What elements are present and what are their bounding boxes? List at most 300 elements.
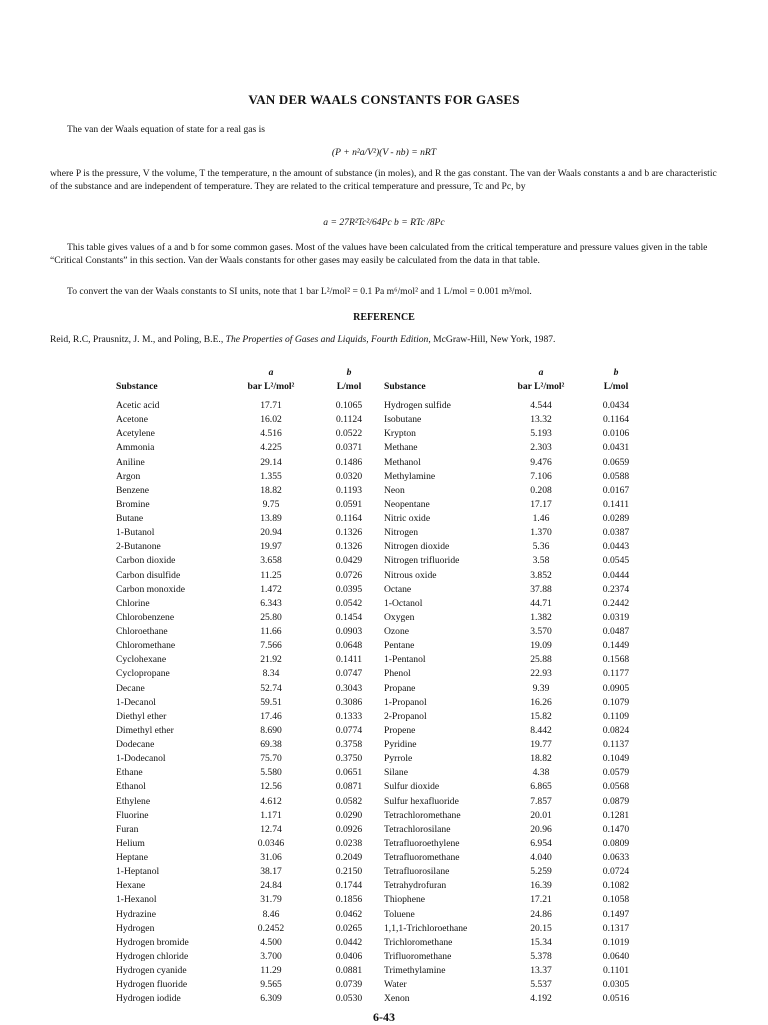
table-row [116, 597, 380, 611]
table-row [116, 667, 380, 681]
substance-name: Hydrogen chloride [116, 950, 189, 962]
b-value: 0.0651 [335, 767, 363, 779]
a-value: 4.516 [260, 428, 282, 440]
b-value: 0.0926 [335, 823, 363, 835]
a-value: 5.378 [530, 950, 552, 962]
table-row [116, 809, 380, 823]
si-conversion-note: To convert the van der Waals constants to SI units, note that 1 bar L²/mol² = 0.1 Pa m⁶/mol² and 1 L/mol = 0.001 m³/mol. [67, 286, 532, 297]
a-value: 6.309 [260, 993, 282, 1005]
a-value: 15.34 [530, 936, 552, 948]
b-value: 0.0648 [335, 640, 363, 652]
table-row [116, 964, 380, 978]
b-value: 0.0879 [602, 795, 630, 807]
a-value: 19.09 [530, 640, 552, 652]
a-value: 69.38 [260, 739, 282, 750]
a-value: 19.77 [530, 739, 552, 750]
substance-name: Butane [116, 513, 144, 524]
a-value: 3.58 [532, 555, 550, 567]
b-value: 0.0462 [335, 908, 363, 920]
table-row [384, 413, 646, 427]
b-value: 0.1411 [602, 498, 630, 510]
b-value: 0.0568 [602, 781, 630, 793]
table-row [116, 780, 380, 794]
substance-name: Phenol [384, 668, 411, 680]
a-value: 3.658 [260, 555, 282, 567]
a-value: 9.565 [260, 979, 282, 991]
a-value: 9.476 [530, 456, 552, 468]
a-value: 4.040 [530, 852, 552, 863]
a-value: 0.0346 [257, 837, 285, 849]
a-value: 44.71 [530, 597, 552, 609]
substance-name: Tetrahydrofuran [384, 880, 447, 892]
table-row [384, 766, 646, 780]
equation-of-state: (P + n²a/V²)(V - nb) = nRT [331, 147, 437, 158]
table-row [116, 879, 380, 893]
table-row [116, 837, 380, 851]
table-row [116, 696, 380, 710]
a-value: 11.29 [260, 965, 282, 976]
b-value: 0.0633 [602, 852, 630, 863]
substance-name: Benzene [116, 484, 150, 496]
a-value: 4.38 [532, 767, 550, 779]
a-value: 4.225 [260, 442, 282, 454]
substance-name: 1-Butanol [116, 527, 155, 539]
substance-name: 1-Octanol [384, 597, 423, 609]
b-value: 0.0487 [602, 626, 630, 637]
a-value: 6.954 [530, 837, 552, 849]
a-value: 8.690 [260, 724, 282, 736]
substance-name: Water [384, 979, 407, 991]
table-row [384, 978, 646, 992]
a-value: 4.544 [530, 400, 552, 411]
b-value: 0.0739 [335, 979, 363, 991]
a-value: 25.80 [260, 611, 282, 623]
table-row [116, 625, 380, 639]
a-value: 4.192 [530, 993, 552, 1005]
a-value: 2.303 [530, 442, 552, 454]
a-value: 5.259 [530, 866, 552, 878]
substance-name: Propane [384, 682, 416, 694]
substance-name: Chlorobenzene [116, 611, 175, 623]
b-value: 0.0444 [602, 569, 630, 581]
b-value: 0.1019 [602, 936, 630, 948]
substance-name: Nitrogen trifluoride [384, 555, 460, 567]
substance-name: Ethane [116, 767, 143, 779]
b-value: 0.0265 [335, 922, 363, 934]
table-row [116, 413, 380, 427]
a-value: 25.88 [530, 654, 552, 666]
substance-name: Trifluoromethane [384, 950, 452, 962]
table-row [384, 498, 646, 512]
a-value: 24.84 [260, 880, 282, 892]
a-value: 9.75 [262, 498, 280, 510]
page-number: 6-43 [373, 1010, 395, 1024]
substance-name: Neopentane [384, 498, 430, 510]
substance-name: Nitrogen dioxide [384, 541, 450, 553]
a-value: 0.208 [530, 484, 552, 496]
table-row [384, 456, 646, 470]
b-value: 0.2049 [335, 852, 363, 863]
table-row [384, 950, 646, 964]
b-value: 0.0659 [602, 456, 630, 468]
page-title: VAN DER WAALS CONSTANTS FOR GASES [248, 92, 520, 107]
b-value: 0.1065 [335, 400, 363, 411]
substance-name: 1-Pentanol [384, 654, 426, 666]
substance-name: Thiophene [384, 894, 426, 906]
substance-name: 1-Dodecanol [116, 753, 166, 765]
substance-name: Pyridine [384, 739, 417, 750]
table-row [384, 569, 646, 583]
table-row [116, 569, 380, 583]
substance-name: Carbon disulfide [116, 569, 181, 581]
a-value: 1.171 [260, 809, 282, 821]
a-value: 3.570 [530, 626, 552, 637]
b-value: 0.0289 [602, 513, 630, 524]
substance-name: Tetrachlorosilane [384, 823, 451, 835]
b-value: 0.2442 [602, 597, 630, 609]
a-value: 16.02 [260, 414, 282, 426]
substance-name: Nitrous oxide [384, 569, 437, 581]
table-row [384, 823, 646, 837]
b-value: 0.0724 [602, 866, 630, 878]
table-row [116, 865, 380, 879]
b-value: 0.0387 [602, 527, 630, 539]
substance-name: Tetrachloromethane [384, 809, 461, 821]
substance-name: Hydrogen fluoride [116, 979, 188, 991]
header-a-symbol: a [538, 367, 544, 378]
b-value: 0.0442 [335, 936, 363, 948]
substance-name: Propene [384, 724, 416, 736]
constants-table-right [384, 366, 646, 1006]
a-value: 7.566 [260, 640, 282, 652]
b-value: 0.1164 [602, 414, 630, 426]
table-row [116, 540, 380, 554]
substance-name: 1-Hexanol [116, 894, 157, 906]
b-value: 0.3750 [335, 753, 363, 765]
substance-name: Bromine [116, 498, 150, 510]
table-row [384, 540, 646, 554]
substance-name: Argon [116, 470, 141, 482]
table-row [384, 470, 646, 484]
a-value: 7.857 [530, 795, 552, 807]
table-row [384, 696, 646, 710]
b-value: 0.0747 [335, 668, 363, 680]
header-a-symbol: a [268, 367, 274, 378]
b-value: 0.0809 [602, 837, 630, 849]
b-value: 0.1124 [335, 414, 363, 426]
substance-name: Nitric oxide [384, 513, 431, 524]
a-value: 7.106 [530, 470, 552, 482]
table-description-paragraph: This table gives values of a and b for some common gases. Most of the values have been calculated from the critical temperature and pressure values given in the table “Critical Constants” in this section. Van der Waals constants for other gases may easily be calculated from the data in that table. [50, 242, 708, 266]
b-value: 0.1333 [335, 710, 363, 722]
a-value: 18.82 [530, 753, 552, 765]
substance-name: Carbon monoxide [116, 583, 186, 595]
substance-name: Oxygen [384, 611, 415, 623]
substance-name: Hexane [116, 880, 146, 892]
b-value: 0.2374 [602, 583, 630, 595]
table-row [384, 851, 646, 865]
table-row [384, 780, 646, 794]
b-value: 0.1049 [602, 753, 630, 765]
table-row [384, 583, 646, 597]
substance-name: 1-Decanol [116, 696, 156, 708]
substance-name: Krypton [384, 428, 416, 440]
table-row [116, 470, 380, 484]
b-value: 0.0530 [335, 993, 363, 1005]
substance-name: Hydrogen iodide [116, 993, 181, 1005]
table-row [384, 893, 646, 907]
table-row [384, 752, 646, 766]
table-row [384, 724, 646, 738]
table-row [384, 484, 646, 498]
table-row [384, 908, 646, 922]
substance-name: Acetic acid [116, 400, 160, 411]
a-value: 75.70 [260, 753, 282, 765]
reference-title: The Properties of Gases and Liquids, Fourth Edition [225, 334, 429, 345]
substance-name: Cyclopropane [116, 668, 170, 680]
b-value: 0.0545 [602, 555, 630, 567]
substance-name: Hydrogen cyanide [116, 965, 187, 976]
b-value: 0.0824 [602, 724, 630, 736]
substance-name: Sulfur hexafluoride [384, 795, 459, 807]
substance-name: Hydrogen [116, 922, 155, 934]
table-row [116, 992, 380, 1006]
b-value: 0.0305 [602, 979, 630, 991]
table-row [116, 639, 380, 653]
table-row [116, 498, 380, 512]
substance-name: Nitrogen [384, 527, 419, 539]
table-row [384, 653, 646, 667]
b-value: 0.1079 [602, 696, 630, 708]
table-row [384, 795, 646, 809]
a-value: 20.15 [530, 922, 552, 934]
b-value: 0.0319 [602, 611, 630, 623]
substance-name: Methylamine [384, 470, 436, 482]
substance-name: Hydrazine [116, 908, 156, 920]
b-value: 0.0522 [335, 428, 363, 440]
substance-name: Hydrogen bromide [116, 936, 189, 948]
table-row [116, 399, 380, 413]
substance-name: Chloromethane [116, 640, 176, 652]
header-b-unit: L/mol [336, 381, 362, 392]
intro-text: The van der Waals equation of state for a real gas is [67, 124, 266, 135]
b-value: 0.1326 [335, 541, 363, 553]
b-value: 0.1058 [602, 894, 630, 906]
substance-name: Pentane [384, 640, 415, 652]
b-value: 0.1137 [602, 739, 630, 750]
b-value: 0.1193 [335, 484, 363, 496]
substance-name: Tetrafluoromethane [384, 852, 460, 863]
header-substance: Substance [116, 381, 158, 392]
substance-name: Sulfur dioxide [384, 781, 440, 793]
definitions-paragraph: where P is the pressure, V the volume, T the temperature, n the amount of substance (in moles), and R the gas constant. The van der Waals constants a and b are characteristic of the substance and are independent of temperature. They are related to the critical temperature and pressure, Tc and Pc, by [50, 168, 717, 192]
b-value: 0.2150 [335, 866, 363, 878]
a-value: 0.2452 [257, 922, 285, 934]
reference-publisher: , McGraw-Hill, New York, 1987. [428, 334, 556, 345]
table-row [384, 625, 646, 639]
table-row [116, 766, 380, 780]
b-value: 0.0871 [335, 781, 363, 793]
a-value: 8.442 [530, 724, 552, 736]
substance-name: Silane [384, 767, 408, 779]
substance-name: Ammonia [116, 442, 155, 454]
b-value: 0.1744 [335, 880, 363, 892]
substance-name: Heptane [116, 852, 148, 863]
table-row [116, 583, 380, 597]
a-value: 18.82 [260, 484, 282, 496]
a-value: 11.66 [260, 626, 282, 637]
a-value: 6.343 [260, 597, 282, 609]
a-value: 6.865 [530, 781, 552, 793]
header-substance: Substance [384, 381, 426, 392]
a-value: 3.700 [260, 950, 282, 962]
substance-name: Methanol [384, 456, 421, 468]
table-row [116, 950, 380, 964]
b-value: 0.3043 [335, 682, 363, 694]
a-value: 8.34 [262, 668, 280, 680]
substance-name: Tetrafluoroethylene [384, 837, 460, 849]
a-value: 1.382 [530, 611, 552, 623]
table-row [384, 667, 646, 681]
a-value: 20.01 [530, 809, 552, 821]
table-row [384, 427, 646, 441]
a-value: 12.56 [260, 781, 282, 793]
header-b-symbol: b [346, 367, 352, 378]
substance-name: Acetylene [116, 428, 155, 440]
substance-name: Dodecane [116, 739, 155, 750]
b-value: 0.0431 [602, 442, 630, 454]
table-row [116, 908, 380, 922]
b-value: 0.0774 [335, 724, 363, 736]
table-row [384, 992, 646, 1006]
substance-name: Pyrrole [384, 753, 413, 765]
header-a-unit: bar L²/mol² [517, 381, 565, 392]
table-row [116, 738, 380, 752]
a-value: 15.82 [530, 710, 552, 722]
a-value: 31.79 [260, 894, 282, 906]
substance-name: 2-Butanone [116, 541, 161, 553]
a-value: 1.472 [260, 583, 282, 595]
table-row [384, 936, 646, 950]
b-value: 0.0881 [335, 965, 363, 976]
table-row [116, 936, 380, 950]
substance-name: 1-Propanol [384, 696, 427, 708]
table-row [384, 441, 646, 455]
table-row [384, 837, 646, 851]
table-row [116, 456, 380, 470]
substance-name: Aniline [116, 456, 145, 468]
table-row [384, 809, 646, 823]
a-value: 13.89 [260, 513, 282, 524]
b-value: 0.1856 [335, 894, 363, 906]
a-value: 5.36 [532, 541, 550, 553]
table-row [384, 526, 646, 540]
a-value: 20.94 [260, 527, 282, 539]
table-row [116, 682, 380, 696]
a-value: 17.46 [260, 710, 282, 722]
substance-name: 2-Propanol [384, 710, 427, 722]
table-row [116, 851, 380, 865]
b-value: 0.1470 [602, 823, 630, 835]
table-row [384, 512, 646, 526]
a-value: 21.92 [260, 654, 282, 666]
table-row [116, 710, 380, 724]
b-value: 0.0434 [602, 400, 630, 411]
table-row [384, 399, 646, 413]
table-row [116, 653, 380, 667]
table-row [384, 611, 646, 625]
b-value: 0.0905 [602, 682, 630, 694]
a-value: 31.06 [260, 852, 282, 863]
table-row [116, 795, 380, 809]
b-value: 0.0320 [335, 470, 363, 482]
a-value: 38.17 [260, 866, 282, 878]
substance-name: Helium [116, 837, 145, 849]
b-value: 0.1281 [602, 809, 630, 821]
table-row [116, 823, 380, 837]
substance-name: Toluene [384, 908, 415, 920]
a-value: 1.46 [532, 513, 550, 524]
table-row [116, 611, 380, 625]
substance-name: Acetone [116, 414, 148, 426]
table-row [384, 554, 646, 568]
a-value: 17.21 [530, 894, 552, 906]
substance-name: Hydrogen sulfide [384, 400, 451, 411]
b-value: 0.3086 [335, 696, 363, 708]
a-value: 13.37 [530, 965, 552, 976]
b-value: 0.1164 [335, 513, 363, 524]
b-value: 0.1568 [602, 654, 630, 666]
substance-name: Cyclohexane [116, 654, 167, 666]
b-value: 0.0443 [602, 541, 630, 553]
a-value: 17.17 [530, 498, 552, 510]
substance-name: Isobutane [384, 414, 422, 426]
substance-name: Ethanol [116, 781, 146, 793]
b-value: 0.0640 [602, 950, 630, 962]
table-row [384, 639, 646, 653]
b-value: 0.0726 [335, 569, 363, 581]
a-value: 29.14 [260, 456, 282, 468]
b-value: 0.0167 [602, 484, 630, 496]
b-value: 0.1449 [602, 640, 630, 652]
a-value: 8.46 [262, 908, 280, 920]
a-value: 4.500 [260, 936, 282, 948]
substance-name: Octane [384, 583, 412, 595]
b-value: 0.1101 [602, 965, 630, 976]
table-row [116, 752, 380, 766]
b-value: 0.0516 [602, 993, 630, 1005]
a-value: 12.74 [260, 823, 282, 835]
substance-name: Xenon [384, 993, 410, 1005]
substance-name: Methane [384, 442, 418, 454]
b-value: 0.0395 [335, 583, 363, 595]
table-row [116, 724, 380, 738]
header-b-symbol: b [613, 367, 619, 378]
b-value: 0.0588 [602, 470, 630, 482]
substance-name: Ozone [384, 626, 410, 637]
b-value: 0.0371 [335, 442, 363, 454]
substance-name: Fluorine [116, 809, 149, 821]
table-row [384, 879, 646, 893]
table-row [384, 964, 646, 978]
b-value: 0.0290 [335, 809, 363, 821]
b-value: 0.1326 [335, 527, 363, 539]
table-row [116, 441, 380, 455]
substance-name: Trimethylamine [384, 965, 446, 976]
substance-name: Ethylene [116, 795, 151, 807]
b-value: 0.1486 [335, 456, 363, 468]
substance-name: Neon [384, 484, 405, 496]
